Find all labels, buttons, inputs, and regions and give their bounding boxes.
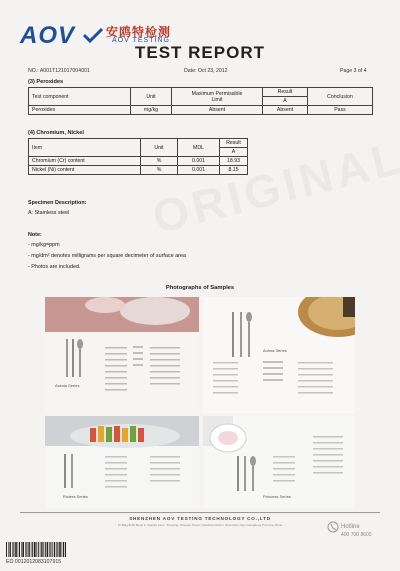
company-address: 1F,Bldg.B,5# Block 9, Xiaoshi Lane, Tongxing, Taoyuan Street, Nanshan District, Shenzhen City,Guangdong Province,China: [117, 523, 283, 527]
chromium-table: [28, 138, 248, 175]
eo-number: EO 0012012083107915: [6, 559, 62, 565]
series-label: Riviera Series: [63, 494, 88, 499]
col-unit: Unit: [131, 88, 172, 106]
col-result-sample: A: [263, 97, 308, 106]
specimen-heading: Specimen Description:: [28, 200, 87, 206]
table-row: [29, 157, 248, 166]
cell-unit: mg/kg: [131, 106, 172, 115]
col-unit: Unit: [141, 139, 178, 157]
note-item: - Photos are included.: [28, 264, 81, 270]
cell-item: Nickel (Ni) content: [29, 166, 141, 175]
logo-chinese-name: 安鸥特检测: [106, 25, 172, 39]
hotline-number: 400 700 8600: [341, 532, 372, 538]
company-name: SHENZHEN AOV TESTING TECHNOLOGY CO.,LTD: [129, 516, 271, 521]
note-item: - mg/dm² denotes milligrams per square decimeter of surface area: [28, 253, 186, 259]
chromium-heading: (4) Chromium, Nickel: [28, 130, 84, 136]
cell-component: Peroxides: [29, 106, 131, 115]
cell-mdl: 0.001: [178, 166, 220, 175]
photos-title: Photographs of Samples: [165, 285, 235, 291]
cell-result: 8.15: [220, 166, 248, 175]
col-result-sample: A: [220, 148, 248, 157]
logo-check-icon: [83, 27, 103, 43]
cell-unit: %: [141, 157, 178, 166]
report-title: TEST REPORT: [134, 43, 265, 62]
sample-photo-illustration: [45, 416, 199, 508]
col-result: Result: [220, 139, 248, 148]
col-mdl: MDL: [178, 139, 220, 157]
sample-photo-illustration: [203, 297, 355, 413]
sample-photo-illustration: [45, 297, 199, 413]
cell-item: Chromium (Cr) content: [29, 157, 141, 166]
sample-photo: [203, 297, 355, 413]
col-max-limit: [172, 88, 263, 106]
table-row: [29, 106, 373, 115]
note-item: - mg/kg=ppm: [28, 242, 60, 248]
col-max-limit-line2: Limit: [211, 96, 223, 103]
cell-result: 18.93: [220, 157, 248, 166]
logo-english-name: AOV TESTING: [112, 37, 170, 44]
peroxides-table: [28, 87, 373, 115]
cell-conclusion: Pass: [308, 106, 373, 115]
report-date: Date: Oct 23, 2012: [184, 68, 228, 74]
logo-mark: AOV: [20, 22, 76, 49]
series-label: Princess Series: [263, 494, 291, 499]
page-number: Page 3 of 4: [340, 68, 367, 74]
col-result: Result: [263, 88, 308, 97]
col-conclusion: Conclusion: [308, 88, 373, 106]
col-item: Item: [29, 139, 141, 157]
note-heading: Note:: [28, 232, 42, 238]
footer-divider: [20, 512, 380, 513]
specimen-text: A: Stainless steel: [28, 210, 70, 216]
hotline-label: Hotline: [341, 524, 360, 530]
hotline-badge: [327, 518, 387, 542]
report-number: NO.: A001T121017004001: [28, 68, 90, 74]
barcode: [6, 542, 66, 557]
sample-photo: [45, 416, 199, 508]
col-test-component: Test component: [29, 88, 131, 106]
peroxides-heading: (3) Peroxides: [28, 79, 64, 85]
sample-photo: [45, 297, 199, 413]
series-label: Asimia Series: [55, 383, 80, 388]
series-label: Anima Series: [263, 348, 287, 353]
col-max-limit-line1: Maximum Permissible: [191, 90, 243, 97]
sample-photo: [203, 416, 355, 508]
phone-icon: [328, 522, 338, 532]
cell-unit: %: [141, 166, 178, 175]
cell-mdl: 0.001: [178, 157, 220, 166]
sample-photo-illustration: [203, 416, 355, 508]
cell-limit: Absent: [172, 106, 263, 115]
cell-result: Absent: [263, 106, 308, 115]
table-row: [29, 166, 248, 175]
